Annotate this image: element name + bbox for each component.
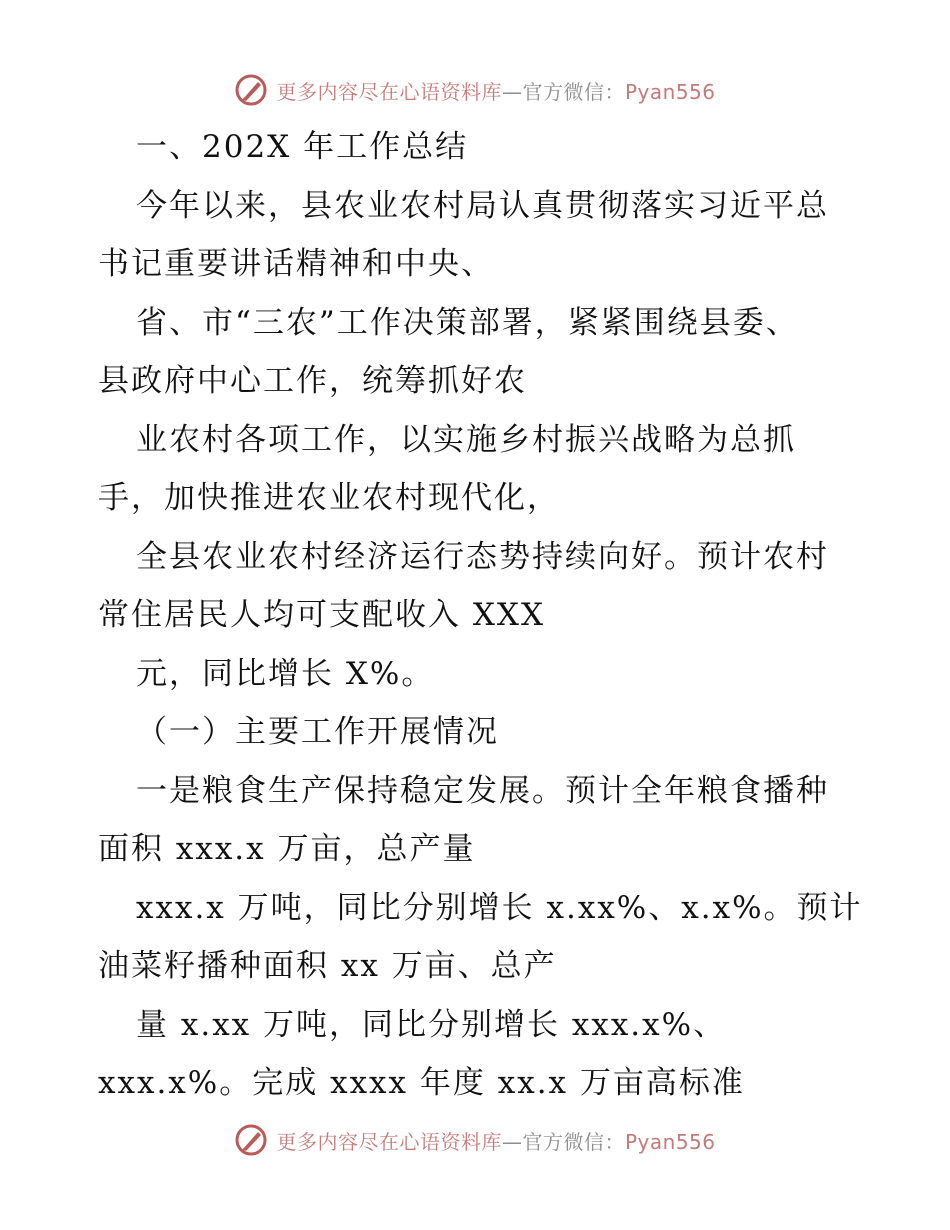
document-line: 面积 xxx.x 万亩，总产量 [98, 831, 476, 867]
watermark-wechat-id: Pyan556 [624, 1129, 716, 1154]
document-line: 今年以来，县农业农村局认真贯彻落实习近平总 [136, 187, 829, 224]
watermark-main-text: 更多内容尽在心语资料库 [276, 79, 502, 104]
quill-pen-logo-icon [234, 1123, 268, 1157]
document-line: xxx.x%。完成 xxxx 年度 xx.x 万亩高标准 [98, 1065, 745, 1101]
document-line: 油菜籽播种面积 xx 万亩、总产 [98, 948, 557, 984]
document-line: xxx.x 万吨，同比分别增长 x.xx%、x.x%。预计 [136, 889, 863, 926]
watermark-separator: — [501, 1129, 523, 1154]
watermark-text [276, 1126, 715, 1155]
document-line: 常住居民人均可支配收入 XXX [98, 597, 546, 633]
document-line: 业农村各项工作，以实施乡村振兴战略为总抓 [136, 421, 796, 458]
quill-pen-logo-icon [234, 73, 268, 107]
document-line: 手，加快推进农业农村现代化， [98, 480, 560, 516]
document-body [98, 118, 863, 1113]
document-line: 县政府中心工作，统筹抓好农 [98, 363, 527, 399]
document-line: 元，同比增长 X%。 [136, 655, 435, 692]
document-line: 省、市“三农”工作决策部署，紧紧围绕县委、 [136, 304, 799, 341]
watermark-main-text: 更多内容尽在心语资料库 [276, 1129, 502, 1154]
watermark-wechat-label: 官方微信： [522, 1129, 625, 1154]
document-line: （一）主要工作开展情况 [136, 714, 499, 750]
footer-watermark [0, 1120, 950, 1160]
watermark-wechat-label: 官方微信： [522, 79, 625, 104]
document-line: 全县农业农村经济运行态势持续向好。预计农村 [136, 538, 829, 575]
watermark-separator: — [501, 79, 523, 104]
watermark-wechat-id: Pyan556 [624, 79, 716, 104]
document-line: 一、202X 年工作总结 [136, 129, 469, 165]
header-watermark [0, 70, 950, 110]
watermark-text [276, 76, 715, 105]
document-line: 书记重要讲话精神和中央、 [98, 246, 494, 282]
document-line: 量 x.xx 万吨，同比分别增长 xxx.x%、 [136, 1006, 727, 1043]
document-line: 一是粮食生产保持稳定发展。预计全年粮食播种 [136, 772, 829, 809]
